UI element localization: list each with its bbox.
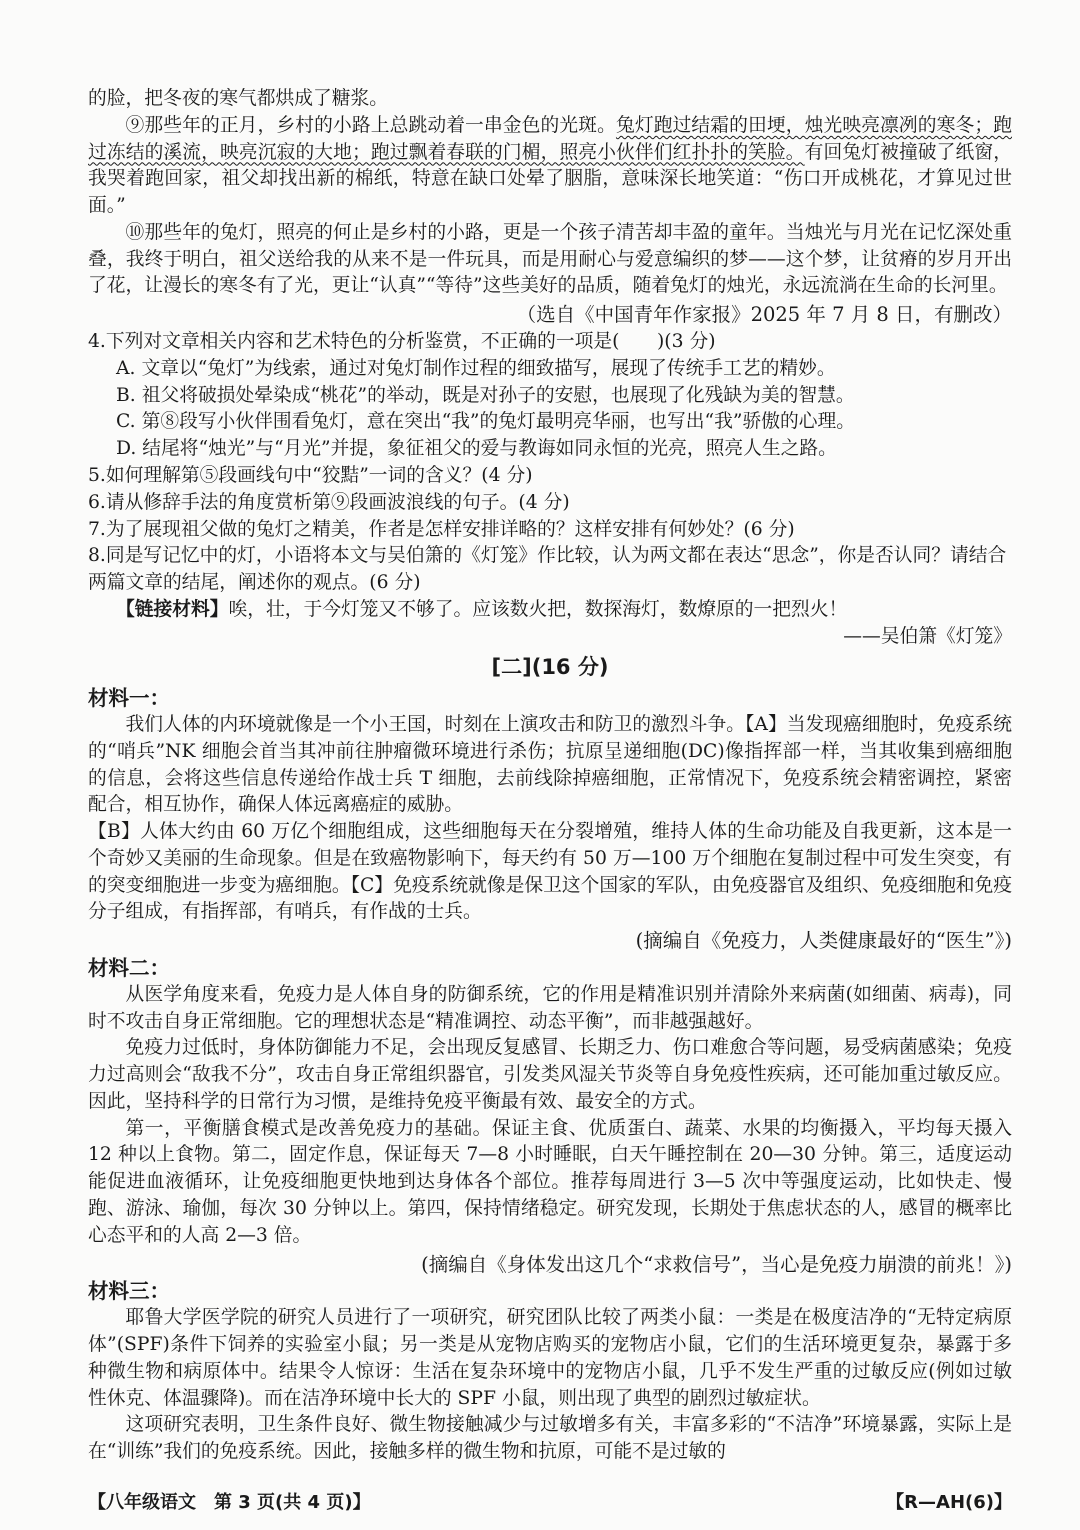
question-4-option-b: B. 祖父将破损处晕染成“桃花”的举动，既是对孙子的安慰，也展现了化残缺为美的智慧。: [116, 384, 855, 406]
material-1-paragraph-1: 我们人体的内环境就像是一个小王国，时刻在上演攻击和防卫的激烈斗争。【A】当发现癌细胞时，免疫系统的“哨兵”NK 细胞会首当其冲前往肿瘤微环境进行杀伤；抗原呈递细胞(DC)像指挥部一样，当其收集到癌细胞的信息，会将这些信息传递给作战士兵 T 细胞，去前线除掉癌细胞，正常情况下，免疫系统会精密调控，紧密配合，相互协作，确保人体远离癌症的威胁。: [88, 713, 1012, 816]
link-material-text: 唉，壮，于今灯笼又不够了。应该数火把，数探海灯，数燎原的一把烈火！: [228, 598, 848, 620]
question-8: 8.同是写记忆中的灯，小语将本文与吴伯箫的《灯笼》作比较，认为两文都在表达“思念”，你是否认同？请结合两篇文章的结尾，阐述你的观点。(6 分): [88, 545, 1007, 594]
material-2-paragraph-3: 第一，平衡膳食模式是改善免疫力的基础。保证主食、优质蛋白、蔬菜、水果的均衡摄入，平均每天摄入 12 种以上食物。第二，固定作息，保证每天 7—8 小时睡眠，白天午睡控制在 20—30 分钟。第三，适度运动能促进血液循环，让免疫细胞更快地到达身体各个部位。推荐每周进行 3—5 次中等强度运动，比如快走、慢跑、游泳、瑜伽，每次 30 分钟以上。第四，保持情绪稳定。研究发现，长期处于焦虑状态的人，感冒的概率比心态平和的人高 2—3 倍。: [88, 1117, 1012, 1246]
material-2-paragraph-2: 免疫力过低时，身体防御能力不足，会出现反复感冒、长期乏力、伤口难愈合等问题，易受病菌感染；免疫力过高则会“敌我不分”，攻击自身正常组织器官，引发类风湿关节炎等自身免疫性疾病，还可能加重过敏反应。因此，坚持科学的日常行为习惯，是维持免疫平衡最有效、最安全的方式。: [88, 1037, 1012, 1112]
passage-paragraph-10: ⑩那些年的兔灯，照亮的何止是乡村的小路，更是一个孩子清苦却丰盈的童年。当烛光与月光在记忆深处重叠，我终于明白，祖父送给我的从来不是一件玩具，而是用耐心与爱意编织的梦——这个梦，让贫瘠的岁月开出了花，让漫长的寒冬有了光，更让“认真”“等待”这些美好的品质，随着兔灯的烛光，永远流淌在生命的长河里。: [88, 221, 1012, 297]
passage-paragraph-continued: 的脸，把冬夜的寒气都烘成了糖浆。: [88, 88, 388, 109]
p9-rest-text: 有回兔灯被撞破了纸窗，我哭着跑回家，祖父却找出新的棉纸，特意在缺口处晕了胭脂，意味深长地笑道：“伤口开成桃花，才算见过世面。”: [88, 141, 1012, 217]
question-4-option-d: D. 结尾将“烛光”与“月光”并提，象征祖父的爱与教诲如同永恒的光亮，照亮人生之路。: [116, 438, 837, 460]
page-footer: [88, 1488, 1012, 1514]
question-7: 7.为了展现祖父做的兔灯之精美，作者是怎样安排详略的？这样安排有何妙处？(6 分): [88, 518, 795, 540]
material-3-paragraph-1: 耶鲁大学医学院的研究人员进行了一项研究，研究团队比较了两类小鼠：一类是在极度洁净的“无特定病原体”(SPF)条件下饲养的实验室小鼠；另一类是从宠物店购买的宠物店小鼠，它们的生活环境更复杂，暴露于多种微生物和病原体中。结果令人惊讶：生活在复杂环境中的宠物店小鼠，几乎不发生严重的过敏反应(例如过敏性休克、体温骤降)。而在洁净环境中长大的 SPF 小鼠，则出现了典型的剧烈过敏症状。: [88, 1307, 1012, 1409]
material-2-paragraph-1: 从医学角度来看，免疫力是人体自身的防御系统，它的作用是精准识别并清除外来病菌(如细菌、病毒)，同时不攻击自身正常细胞。它的理想状态是“精准调控、动态平衡”，而非越强越好。: [88, 983, 1012, 1032]
footer-page-info: 【八年级语文 第 3 页(共 4 页)】: [88, 1492, 371, 1513]
material-2-source: (摘编自《身体发出这几个“求救信号”，当心是免疫力崩溃的前兆！》): [421, 1252, 1012, 1276]
question-6: 6.请从修辞手法的角度赏析第⑨段画波浪线的句子。(4 分): [88, 491, 570, 513]
passage-source: （选自《中国青年作家报》2025 年 7 月 8 日，有删改）: [516, 303, 1012, 327]
page-content: [88, 86, 1012, 1466]
section-2-title: [二](16 分): [491, 655, 609, 680]
question-5: 5.如何理解第⑤段画线句中“狡黠”一词的含义？(4 分): [88, 464, 533, 486]
footer-exam-code: 【R—AH(6)】: [886, 1492, 1012, 1513]
material-3-paragraph-2: 这项研究表明，卫生条件良好、微生物接触减少与过敏增多有关，丰富多彩的“不洁净”环境暴露，实际上是在“训练”我们的免疫系统。因此，接触多样的微生物和抗原，可能不是过敏的: [88, 1414, 1012, 1463]
material-1-paragraph-2: 【B】人体大约由 60 万亿个细胞组成，这些细胞每天在分裂增殖，维持人体的生命功能及自我更新，这本是一个奇妙又美丽的生命现象。但是在致癌物影响下，每天约有 50 万—100 万个细胞在复制过程中可发生突变，有的突变细胞进一步变为癌细胞。【C】免疫系统就像是保卫这个国家的军队，由免疫器官及组织、免疫细胞和免疫分子组成，有指挥部，有哨兵，有作战的士兵。: [88, 821, 1012, 923]
material-2-title: 材料二：: [88, 956, 170, 980]
p9-intro-text: ⑨那些年的正月，乡村的小路上总跳动着一串金色的光斑。: [125, 114, 616, 136]
material-1-title: 材料一：: [88, 686, 170, 711]
link-material-attribution: ——吴伯箫《灯笼》: [843, 625, 1012, 647]
link-material-tag: 【链接材料】: [116, 598, 229, 620]
passage-paragraph-9: [88, 113, 1012, 220]
question-4: 4.下列对文章相关内容和艺术特色的分析鉴赏，不正确的一项是( )(3 分): [88, 331, 716, 353]
material-3-title: 材料三：: [88, 1279, 170, 1304]
link-material: [88, 597, 1012, 624]
question-4-option-c: C. 第⑧段写小伙伴围看兔灯，意在突出“我”的兔灯最明亮华丽，也写出“我”骄傲的心理。: [116, 411, 855, 433]
question-4-option-a: A. 文章以“兔灯”为线索，通过对兔灯制作过程的细致描写，展现了传统手工艺的精妙。: [116, 357, 836, 379]
p9-wavy-underlined-sentence: 兔灯跑过结霜的田埂，烛光映亮凛冽的寒冬；跑过冻结的溪流，映亮沉寂的大地；跑过飘着春联的门楣，照亮小伙伴们红扑扑的笑脸。: [88, 114, 1013, 163]
material-1-source: (摘编自《免疫力，人类健康最好的“医生”》): [635, 929, 1012, 953]
